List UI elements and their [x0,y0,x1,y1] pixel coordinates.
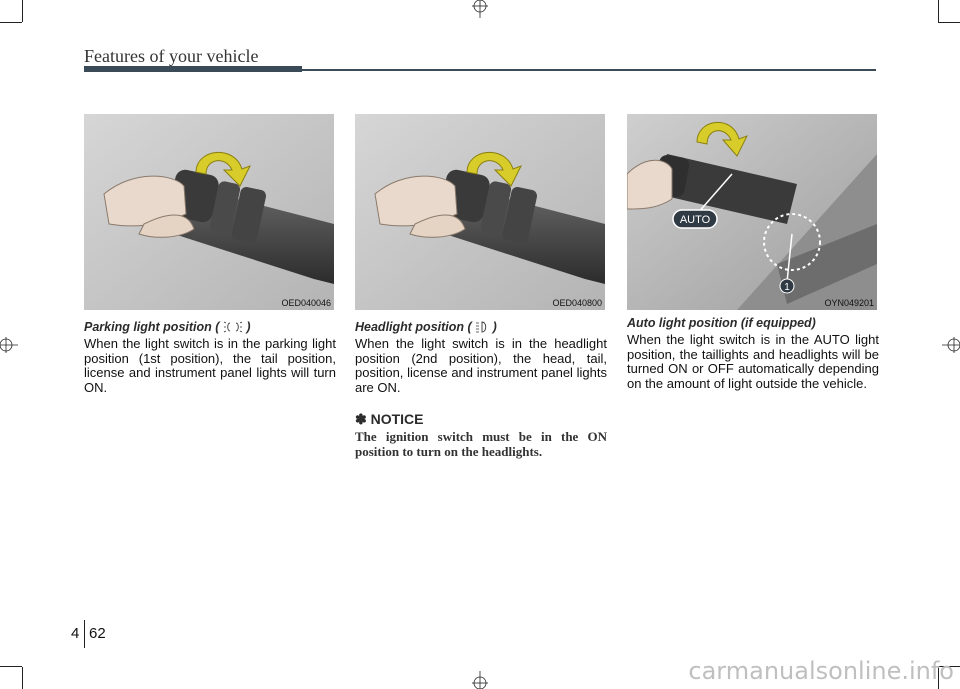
section-headlight [355,320,607,460]
figure-auto-light [627,114,877,310]
section-heading: Parking light position ( ) [84,320,251,334]
headlight-icon [475,321,489,333]
footer-divider [84,620,85,648]
registration-mark-icon [0,335,20,355]
registration-mark-icon [470,669,490,689]
figure-code: OED040046 [281,298,331,308]
crop-mark [22,667,23,689]
section-body: When the light switch is in the AUTO light position, the taillights and headlights will be turned ON or OFF automatically depending on the amount of light outside the vehicle. [627,332,879,391]
crop-mark [0,666,22,667]
notice-title: ✽ NOTICE [355,411,424,428]
crop-mark [0,22,22,23]
light-switch-illustration [84,114,334,310]
crop-mark [22,0,23,22]
callout-number: 1 [784,282,790,293]
section-heading: Headlight position ( ) [355,320,497,334]
figure-code: OED040800 [552,298,602,308]
parking-light-icon [223,321,243,333]
notice-body: The ignition switch must be in the ON position to turn on the headlights. [355,429,607,459]
crop-mark [938,22,960,23]
header-rule [302,69,876,71]
watermark: carmanualsonline.info [688,657,954,685]
section-parking-light [84,320,336,395]
registration-mark-icon [470,0,490,20]
page-header-title: Features of your vehicle [84,46,259,66]
auto-light-illustration [627,114,877,310]
page-number: 62 [89,625,106,642]
section-auto-light [627,316,879,391]
header-bar [84,66,302,72]
figure-parking-light [84,114,334,310]
section-body: When the light switch is in the parking light position (1st position), the tail position, license and instrument panel lights will turn ON. [84,336,336,395]
page-section-number: 4 [71,625,80,642]
section-heading: Auto light position (if equipped) [627,316,816,330]
registration-mark-icon [940,335,960,355]
crop-mark [938,0,939,22]
figure-code: OYN049201 [824,298,874,308]
section-body: When the light switch is in the headlight position (2nd position), the head, tail, position, license and instrument panel lights are ON. [355,336,607,395]
auto-badge-label: AUTO [679,214,711,226]
light-switch-illustration [355,114,605,310]
figure-headlight [355,114,605,310]
